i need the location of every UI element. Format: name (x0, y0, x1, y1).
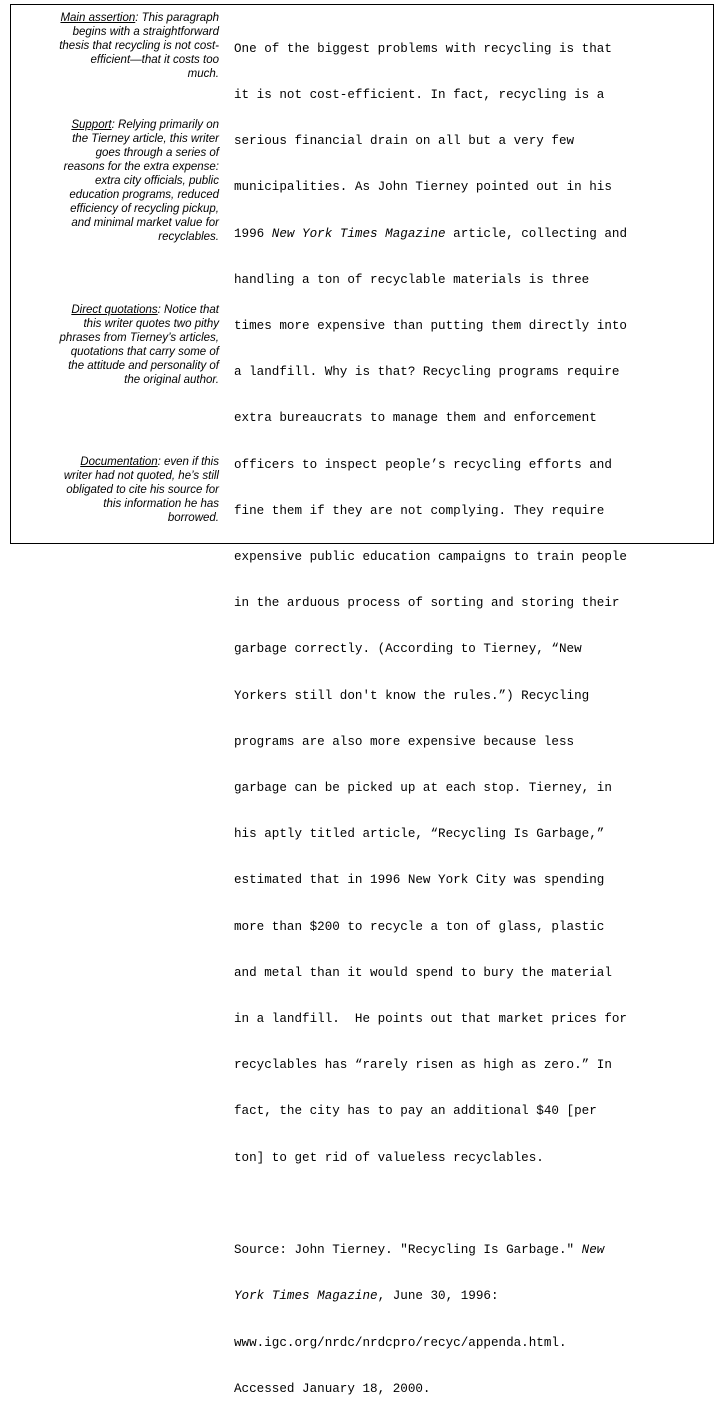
source-publication: York Times Magazine (234, 1289, 378, 1304)
annotation-text: : even if this (157, 456, 219, 468)
annotation-direct-quotations (19, 303, 219, 387)
annotation-text: phrases from Tierney’s articles, (59, 332, 219, 344)
paragraph-line: estimated that in 1996 New York City was spending (234, 873, 605, 888)
annotation-text: : Notice that (157, 304, 219, 316)
source-text: Source: John Tierney. "Recycling Is Garbage." (234, 1243, 582, 1258)
annotation-text: thesis that recycling is not cost- (59, 40, 219, 52)
annotation-label: Support (71, 119, 112, 131)
paragraph-line: times more expensive than putting them directly into (234, 319, 627, 334)
annotation-text: quotations that carry some of (70, 346, 219, 358)
paragraph-line: in a landfill. He points out that market prices for (234, 1012, 627, 1027)
spacer (234, 1197, 704, 1212)
annotation-text: recyclables. (158, 231, 219, 243)
annotation-text: reasons for the extra expense: (63, 161, 219, 173)
annotation-text: the attitude and personality of (68, 360, 219, 372)
main-paragraph (234, 11, 704, 1428)
annotation-text: writer had not quoted, he’s still (63, 470, 219, 482)
paragraph-line: fact, the city has to pay an additional $40 [per (234, 1104, 597, 1119)
paragraph-line: municipalities. As John Tierney pointed out in his (234, 180, 612, 195)
paragraph-line: a landfill. Why is that? Recycling programs require (234, 365, 620, 380)
document-frame (10, 4, 714, 1396)
publication-title: New York Times Magazine (271, 226, 446, 241)
paragraph-line: garbage can be picked up at each stop. Tierney, in (234, 781, 612, 796)
paragraph-line: garbage correctly. (According to Tierney, “New (234, 642, 582, 657)
annotation-column (11, 5, 219, 543)
annotation-support (19, 118, 219, 244)
annotation-text: efficient—that it costs too (90, 54, 219, 66)
source-publication: New (581, 1243, 605, 1258)
annotation-label: Direct quotations (71, 304, 158, 316)
paragraph-line: expensive public education campaigns to train people (234, 550, 627, 565)
annotation-text: efficiency of recycling pickup, (70, 203, 219, 215)
paragraph-text: article, collecting and (445, 226, 628, 241)
annotation-text: much. (187, 68, 219, 80)
paragraph-line: recyclables has “rarely risen as high as zero.” In (234, 1058, 612, 1073)
annotation-text: this information he has (103, 498, 219, 510)
paragraph-line: his aptly titled article, “Recycling Is Garbage,” (234, 827, 605, 842)
paragraph-line: extra bureaucrats to manage them and enforcement (234, 411, 597, 426)
source-line (234, 1289, 704, 1304)
source-text: , June 30, 1996: (377, 1289, 499, 1304)
paragraph-line: fine them if they are not complying. They require (234, 503, 605, 518)
source-line (234, 1243, 704, 1258)
annotation-text: extra city officials, public (95, 175, 219, 187)
source-accessed: Accessed January 18, 2000. (234, 1381, 431, 1396)
annotation-text: borrowed. (167, 512, 219, 524)
annotation-text: the Tierney article, this writer (72, 133, 219, 145)
annotation-label: Main assertion (60, 12, 136, 24)
paragraph-line: ton] to get rid of valueless recyclables. (234, 1150, 544, 1165)
paragraph-line: more than $200 to recycle a ton of glass, plastic (234, 919, 605, 934)
annotation-text: obligated to cite his source for (66, 484, 219, 496)
paragraph-line: officers to inspect people’s recycling efforts and (234, 457, 612, 472)
annotation-text: the original author. (124, 374, 219, 386)
annotation-text: : This paragraph (135, 12, 219, 24)
annotation-text: begins with a straightforward (72, 26, 219, 38)
paragraph-line: handling a ton of recyclable materials is three (234, 272, 590, 287)
paragraph-line (234, 227, 704, 242)
paragraph-line: and metal than it would spend to bury the material (234, 965, 612, 980)
annotation-text: : Relying primarily on (111, 119, 219, 131)
paragraph-line: Yorkers still don't know the rules.”) Recycling (234, 688, 590, 703)
annotation-text: education programs, reduced (69, 189, 219, 201)
annotation-text: this writer quotes two pithy (83, 318, 219, 330)
paragraph-text: 1996 (234, 226, 272, 241)
paragraph-line: programs are also more expensive because less (234, 734, 575, 749)
source-url: www.igc.org/nrdc/nrdcpro/recyc/appenda.html. (234, 1335, 567, 1350)
paragraph-line: One of the biggest problems with recycling is that (234, 41, 612, 56)
annotation-documentation (19, 455, 219, 525)
annotation-label: Documentation (80, 456, 158, 468)
paragraph-line: it is not cost-efficient. In fact, recycling is a (234, 88, 605, 103)
paragraph-line: serious financial drain on all but a very few (234, 134, 575, 149)
paragraph-line: in the arduous process of sorting and storing their (234, 596, 620, 611)
annotation-text: and minimal market value for (71, 217, 219, 229)
annotation-text: goes through a series of (95, 147, 219, 159)
annotation-main-assertion (19, 11, 219, 81)
